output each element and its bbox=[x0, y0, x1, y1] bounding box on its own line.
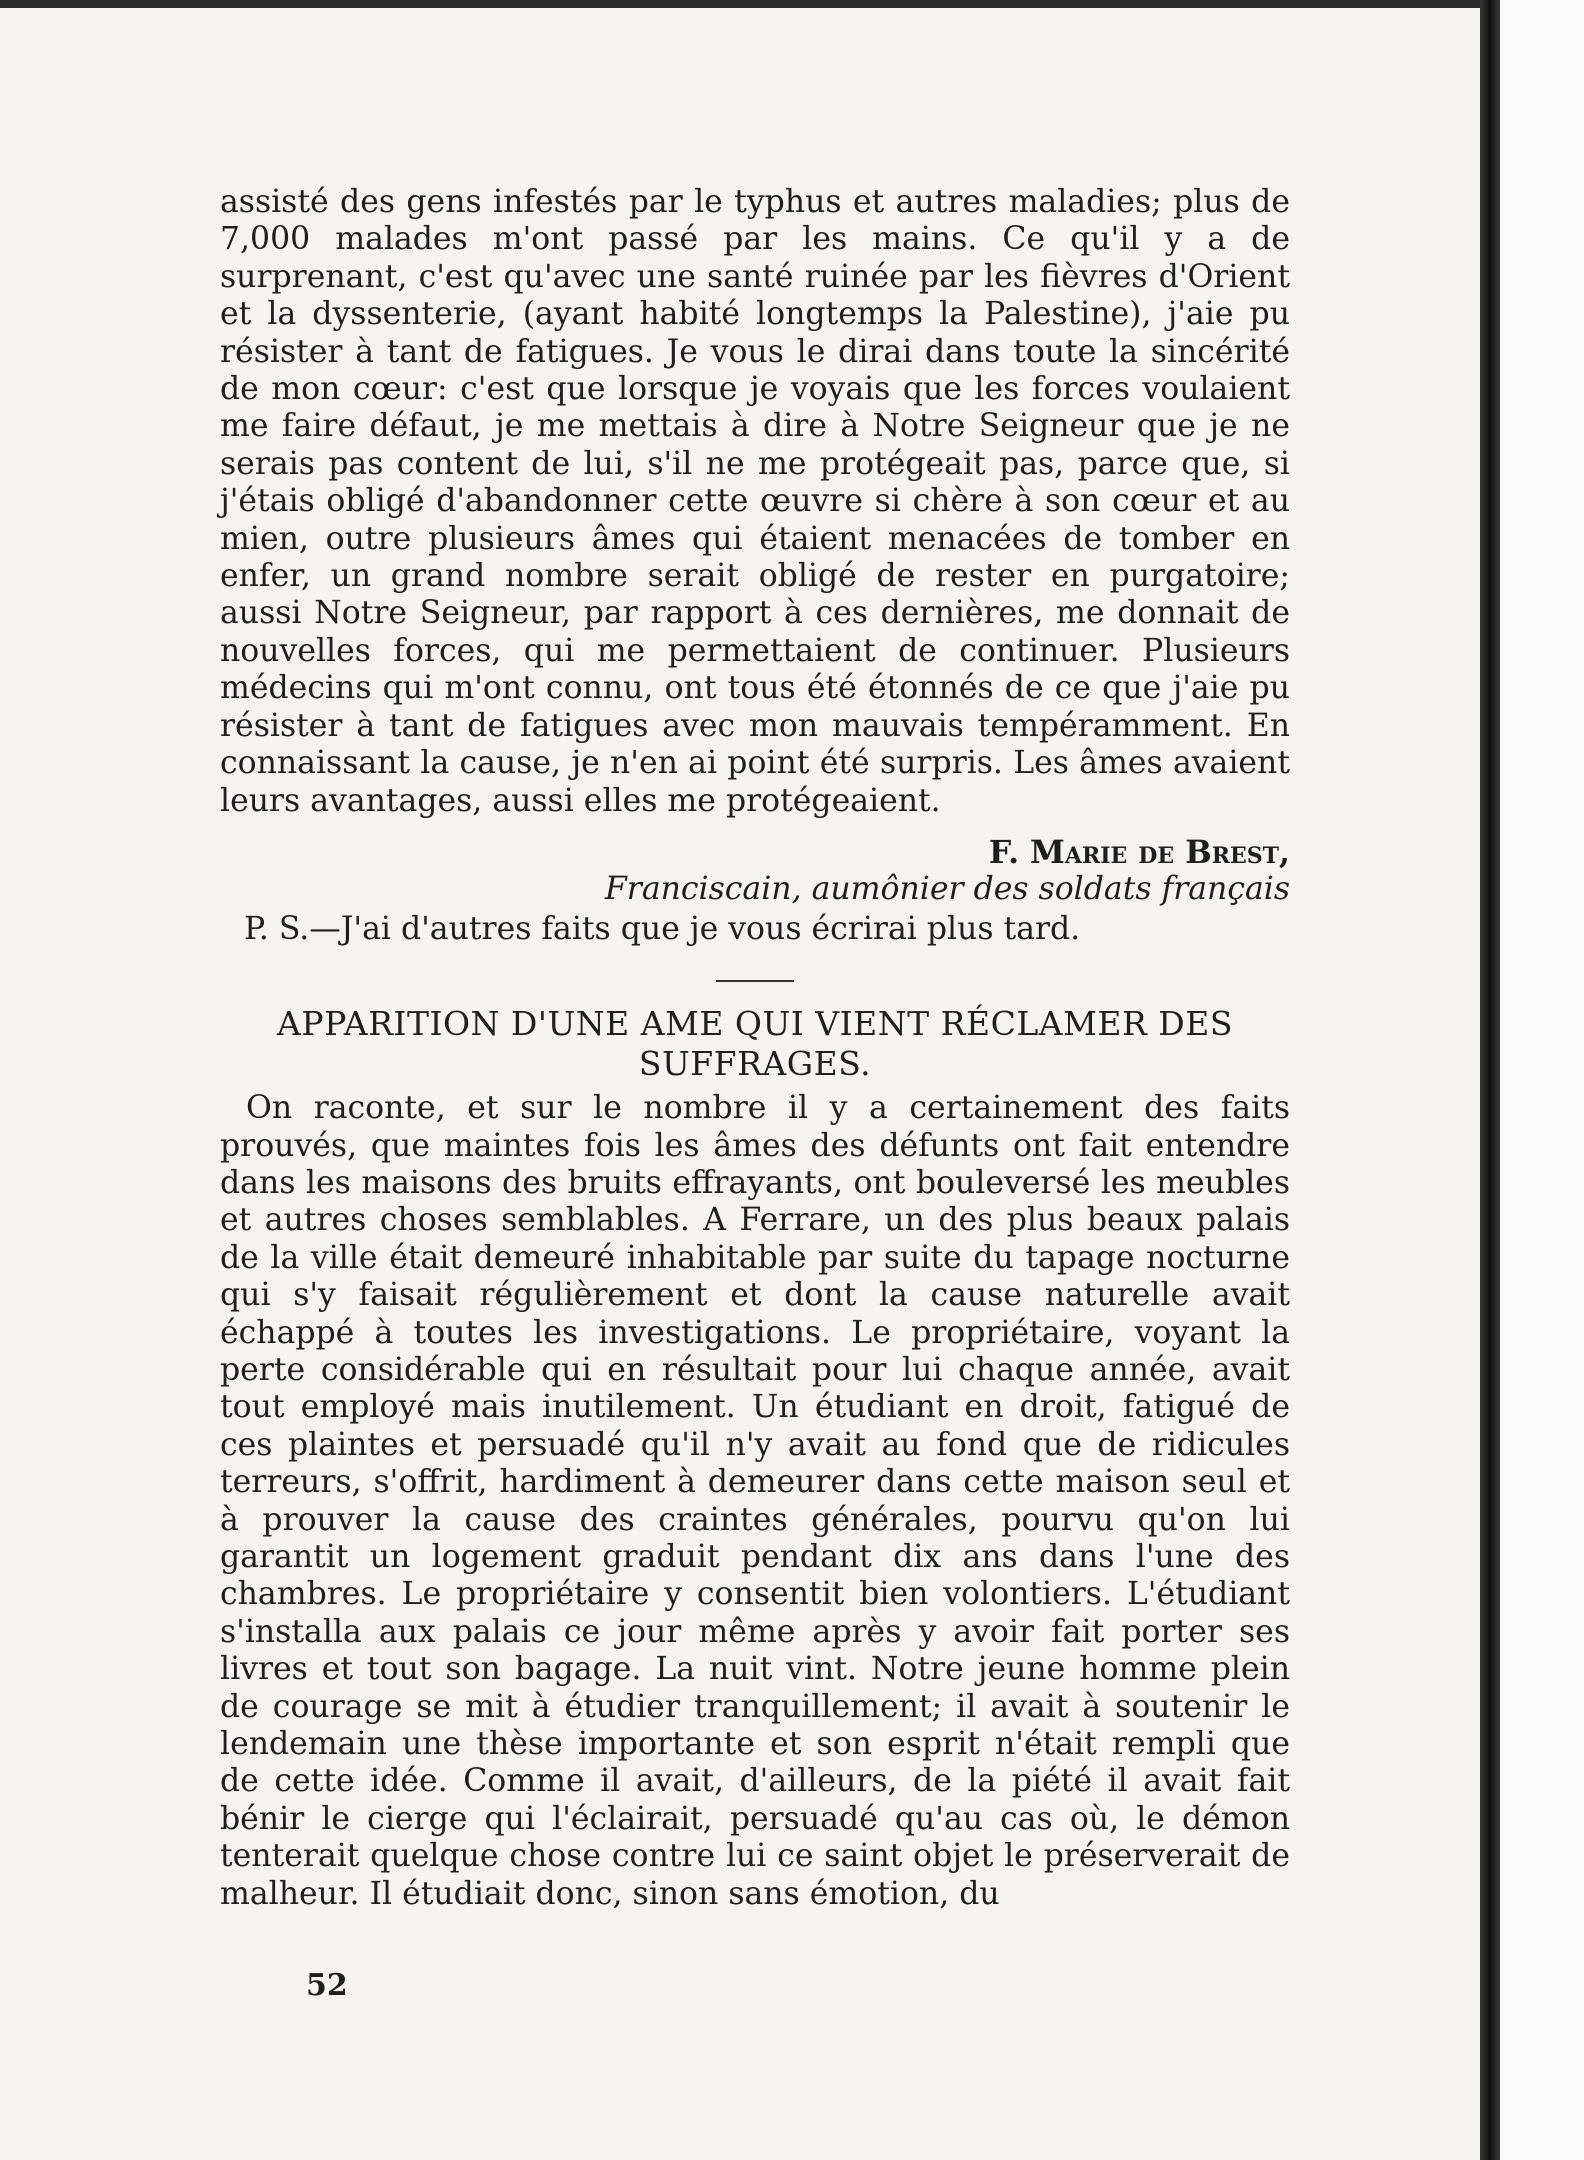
postscript: P. S.—J'ai d'autres faits que je vous écrirai plus tard. bbox=[244, 910, 1081, 947]
book-spine bbox=[1480, 0, 1500, 2160]
page-number: 52 bbox=[306, 1968, 348, 2003]
section-title: APPARITION D'UNE AME QUI VIENT RÉCLAMER DES SUFFRAGES. bbox=[277, 1004, 1233, 1084]
adjacent-page-edge bbox=[1500, 0, 1584, 2160]
signature: F. Marie de Brest, bbox=[988, 833, 1290, 871]
paragraph-2: On raconte, et sur le nombre il y a certainement des faits prouvés, que maintes fois les âmes des défunts ont fait entendre dans les maisons des bruits effrayants, ont bouleversé les meubles et autres choses semblables. A Ferrare, un des plus beaux palais de la ville était demeuré inhabitable par suite du tapage nocturne qui s'y faisait régulièrement et dont la cause naturelle avait échappé à toutes les investigations. Le propriétaire, voyant la perte considérable qui en résultait pour lui chaque année, avait tout employé mais inutilement. Un étudiant en droit, fatigué de ces plaintes et persuadé qu'il n'y avait au fond que de ridicules terreurs, s'offrit, hardiment à demeurer dans cette maison seul et à prouver la cause des craintes générales, pourvu qu'on lui garantit un logement graduit pendant dix ans dans l'une des chambres. Le propriétaire y consentit bien volontiers. L'étudiant s'installa aux palais ce jour même après y avoir fait porter ses livres et tout son bagage. La nuit vint. Notre jeune homme plein de courage se mit à étudier tranquillement; il avait à soutenir le lendemain une thèse importante et son esprit n'était rempli que de cette idée. Comme il avait, d'ailleurs, de la piété il avait fait bénir le cierge qui l'éclairait, persuadé qu'au cas où, le démon tenterait quelque chose contre lui ce saint objet le préserverait de malheur. Il étudiait donc, sinon sans émotion, du bbox=[220, 1090, 1290, 1912]
section-divider bbox=[716, 980, 794, 982]
signature-role: Franciscain, aumônier des soldats français bbox=[604, 871, 1290, 908]
paragraph-1: assisté des gens infestés par le typhus et autres maladies; plus de 7,000 malades m'ont passé par les mains. Ce qu'il y a de surprenant, c'est qu'avec une santé ruinée par les fièvres d'Orient et la dyssenterie, (ayant habité longtemps la Palestine), j'aie pu résister à tant de fatigues. Je vous le dirai dans toute la sincérité de mon cœur: c'est que lorsque je voyais que les forces voulaient me faire défaut, je me mettais à dire à Notre Seigneur que je ne serais pas content de lui, s'il ne me protégeait pas, parce que, si j'étais obligé d'abandonner cette œuvre si chère à son cœur et au mien, outre plusieurs âmes qui étaient menacées de tomber en enfer, un grand nombre serait obligé de rester en purgatoire; aussi Notre Seigneur, par rapport à ces dernières, me donnait de nouvelles forces, qui me permettaient de continuer. Plusieurs médecins qui m'ont connu, ont tous été étonnés de ce que j'aie pu résister à tant de fatigues avec mon mauvais tempéramment. En connaissant la cause, je n'en ai point été surpris. Les âmes avaient leurs avantages, aussi elles me protégeaient. bbox=[220, 184, 1290, 819]
page-text bbox=[220, 184, 1290, 1913]
